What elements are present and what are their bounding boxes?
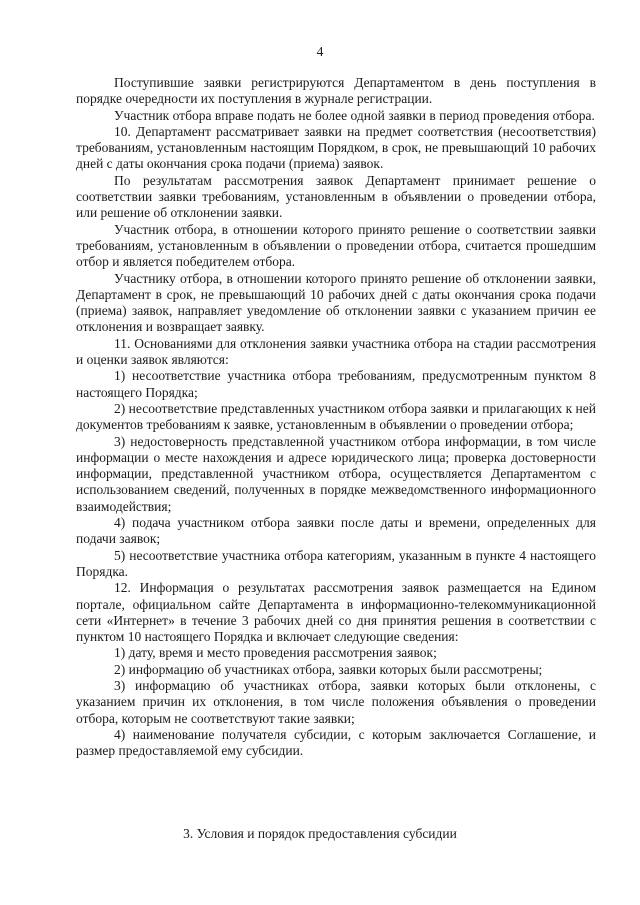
body-text: [76, 75, 596, 759]
page-number: 4: [316, 44, 324, 59]
list-item: 2) несоответствие представленных участником отбора заявки и прилагающих к ней документов требованиям к заявке, установленным в объявлении о проведении отбора;: [76, 400, 596, 433]
list-item: 2) информацию об участниках отбора, заявки которых были рассмотрены;: [114, 661, 543, 677]
list-item: 3) информацию об участниках отбора, заявки которых были отклонены, с указанием причин их отклонения, в том числе положения объявления о проведении отбора, которым не соответствуют такие заявки;: [76, 677, 596, 726]
paragraph: 10. Департамент рассматривает заявки на предмет соответствия (несоответствия) требованиям, установленным настоящим Порядком, в срок, не превышающий 10 рабочих дней с даты окончания срока подачи (приема) заявок.: [76, 123, 596, 172]
paragraph: Участник отбора, в отношении которого принято решение о соответствии заявки требованиям, установленным в объявлении о проведении отбора, считается прошедшим отбор и является победителем отбора.: [76, 221, 596, 270]
list-item: 1) несоответствие участника отбора требованиям, предусмотренным пунктом 8 настоящего Порядка;: [76, 368, 596, 400]
list-item: 5) несоответствие участника отбора категориям, указанным в пункте 4 настоящего Порядка.: [76, 547, 596, 579]
list-item: 3) недостоверность представленной участником отбора информации, в том числе информации о месте нахождения и адресе юридического лица; проверка достоверности информации, представленной участником отбора, осуществляется Департаментом с использованием сведений, полученных в порядке межведомственного информационного взаимодействия;: [76, 433, 596, 514]
paragraph: Поступившие заявки регистрируются Департаментом в день поступления в порядке очередности их поступления в журнале регистрации.: [76, 75, 596, 107]
list-item: 4) наименование получателя субсидии, с которым заключается Соглашение, и размер предоставляемой ему субсидии.: [76, 726, 596, 759]
paragraph: По результатам рассмотрения заявок Департамент принимает решение о соответствии заявки требованиям, установленным в объявлении о проведении отбора, или решение об отклонении заявки.: [76, 172, 596, 221]
paragraph: Участник отбора вправе подать не более одной заявки в период проведения отбора.: [114, 107, 595, 123]
list-item: 1) дату, время и место проведения рассмотрения заявок;: [114, 645, 437, 661]
list-item: 4) подача участником отбора заявки после даты и времени, определенных для подачи заявок;: [76, 515, 596, 547]
paragraph: 11. Основаниями для отклонения заявки участника отбора на стадии рассмотрения и оценки заявок являются:: [76, 335, 596, 368]
paragraph: Участнику отбора, в отношении которого принято решение об отклонении заявки, Департамент в срок, не превышающий 10 рабочих дней с даты окончания срока подачи (приема) заявок, направляет уведомление об отклонении заявки с указанием причин ее отклонения и возвращает заявку.: [76, 270, 596, 335]
paragraph: 12. Информация о результатах рассмотрения заявок размещается на Едином портале, официальном сайте Департамента в информационно-телекоммуникационной сети «Интернет» в течение 3 рабочих дней со дня принятия решения в соответствии с пунктом 10 настоящего Порядка и включает следующие сведения:: [76, 580, 596, 645]
section-heading: 3. Условия и порядок предоставления субсидии: [183, 826, 457, 841]
